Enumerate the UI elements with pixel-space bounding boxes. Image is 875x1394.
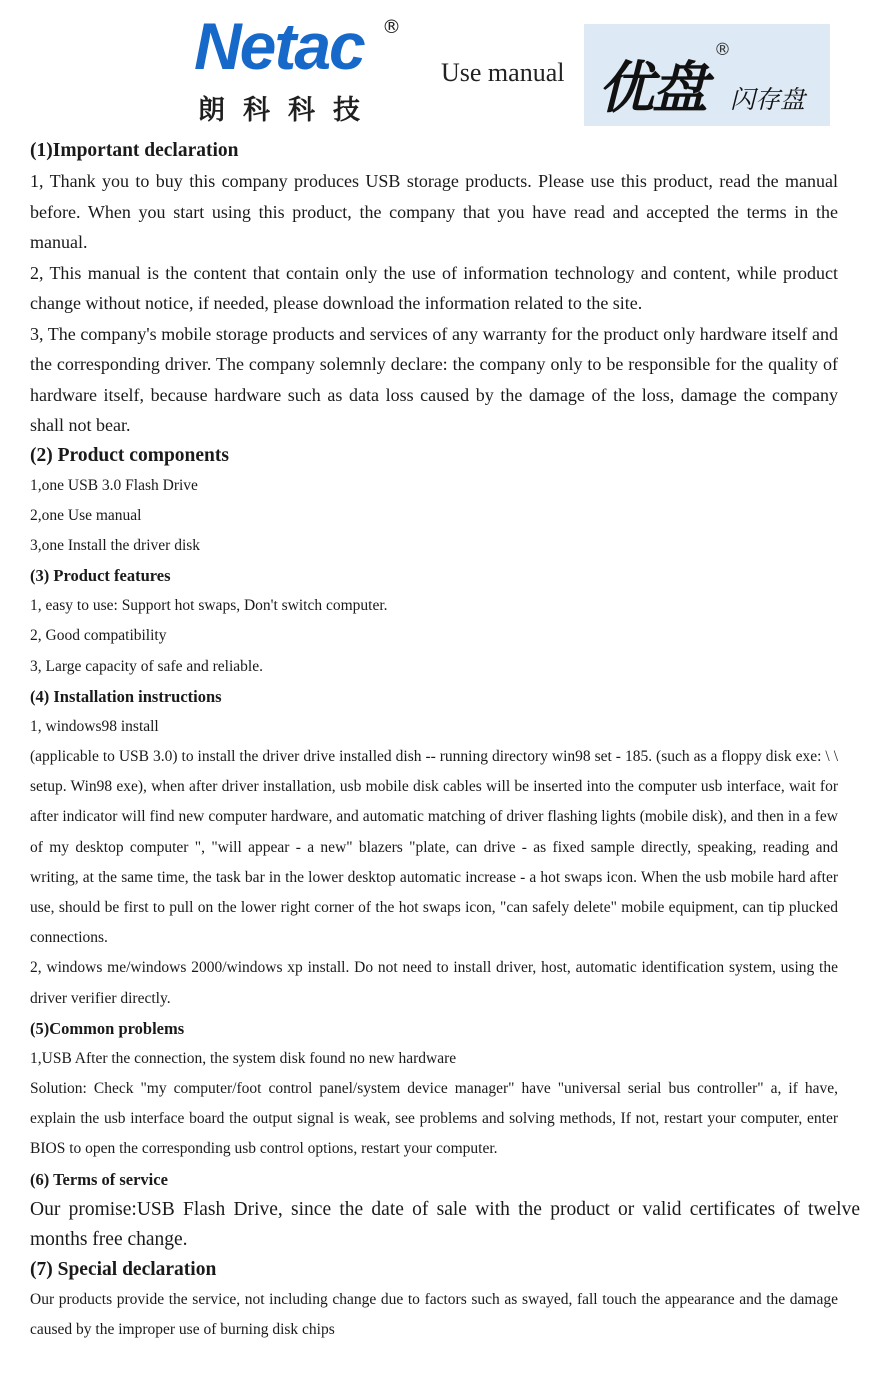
terms-paragraph: Our promise:USB Flash Drive, since the date of sale with the product or valid certificates of twelve months free change. bbox=[30, 1198, 860, 1250]
installation-paragraph: 2, windows me/windows 2000/windows xp install. Do not need to install driver, host, automatic identification system, using the driver verifier directly. bbox=[30, 959, 838, 1007]
registered-mark: ® bbox=[382, 16, 401, 38]
list-item: 1,one USB 3.0 Flash Drive bbox=[30, 476, 198, 494]
installation-subheading: 1, windows98 install bbox=[30, 717, 159, 735]
section-heading-features: (3) Product features bbox=[30, 566, 171, 586]
declaration-paragraph: 1, Thank you to buy this company produces USB storage products. Please use this product, read the manual before. When you start using this product, the company that you have read and accepted the terms in the manual. bbox=[30, 171, 838, 252]
netac-logo bbox=[190, 9, 410, 126]
problem-solution: Solution: Check "my computer/foot control panel/system device manager" have "universal serial bus controller" a, if have, explain the usb interface board the output signal is weak, see problems and solving methods, If not, restart your computer, enter BIOS to open the corresponding usb control options, restart your computer. bbox=[30, 1079, 838, 1158]
youpan-registered-mark: ® bbox=[714, 40, 731, 60]
installation-paragraph: (applicable to USB 3.0) to install the driver drive installed dish -- running directory win98 set - 185. (such as a floppy disk exe: \ \ setup. Win98 exe), when after driver installation, usb mobile disk cables will be inserted into the computer usb interface, wait for after indicator will find new computer hardware, and automatic matching of driver flashing lights (mobile disk), and then in a few of my desktop computer ", "will appear - a new" blazers "plate, can drive - as fixed sample directly, speaking, reading and writing, at the same time, the task bar in the lower desktop automatic increase - a hot swaps icon. When the usb mobile hard after use, should be first to pull on the lower right corner of the hot swaps icon, "can safely delete" mobile equipment, can tip plucked connections. bbox=[30, 747, 838, 947]
declaration-paragraph: 2, This manual is the content that contain only the use of information technology and content, while product change without notice, if needed, please download the information related to the site. bbox=[30, 262, 838, 313]
declaration-paragraph: 3, The company's mobile storage products and services of any warranty for the product only hardware itself and the corresponding driver. The company solemnly declare: the company only to be responsible for the quality of hardware itself, because hardware such as data loss caused by the damage of the loss, damage the company shall not bear. bbox=[30, 323, 838, 435]
section-heading-problems: (5)Common problems bbox=[30, 1018, 185, 1038]
list-item: 2, Good compatibility bbox=[30, 627, 167, 645]
section-heading-declaration: (1)Important declaration bbox=[30, 140, 239, 161]
youpan-subtitle: 闪存盘 bbox=[730, 85, 806, 114]
netac-wordmark: Netac bbox=[194, 9, 364, 83]
list-item: 3,one Install the driver disk bbox=[30, 536, 201, 554]
problem-item: 1,USB After the connection, the system disk found no new hardware bbox=[30, 1049, 457, 1067]
list-item: 1, easy to use: Support hot swaps, Don't switch computer. bbox=[30, 597, 388, 615]
section-heading-special-declaration: (7) Special declaration bbox=[30, 1258, 217, 1280]
document-title: Use manual bbox=[441, 58, 565, 87]
youpan-wordmark: 优盘 bbox=[598, 56, 706, 121]
section-heading-components: (2) Product components bbox=[30, 444, 229, 466]
list-item: 2,one Use manual bbox=[30, 506, 142, 524]
youpan-logo bbox=[584, 24, 830, 126]
list-item: 3, Large capacity of safe and reliable. bbox=[30, 657, 263, 675]
special-declaration-paragraph: Our products provide the service, not including change due to factors such as swayed, fall touch the appearance and the damage caused by the improper use of burning disk chips bbox=[30, 1290, 838, 1338]
section-heading-installation: (4) Installation instructions bbox=[30, 686, 222, 706]
section-heading-terms: (6) Terms of service bbox=[30, 1169, 168, 1189]
manual-content bbox=[30, 136, 860, 1345]
document-header bbox=[0, 0, 875, 136]
netac-chinese-name: 朗科科技 bbox=[198, 95, 378, 126]
